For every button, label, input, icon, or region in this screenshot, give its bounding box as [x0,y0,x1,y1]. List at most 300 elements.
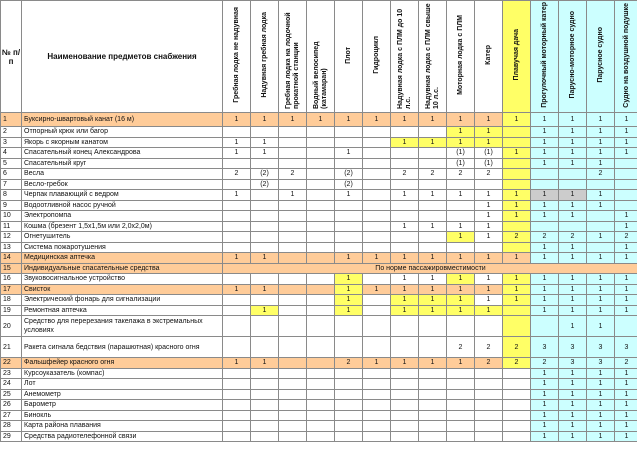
cell [307,368,335,379]
cell [279,284,307,295]
cell: 1 [475,295,503,306]
cell [419,316,447,337]
cell [335,242,363,253]
cell: 1 [251,358,279,369]
cell [531,316,559,337]
header-col-13: Парусно-моторное судно [559,1,587,113]
cell: 1 [587,284,615,295]
cell: 1 [475,200,503,211]
cell [307,211,335,222]
cell [363,179,391,190]
cell: 1 [223,358,251,369]
cell [363,148,391,159]
cell: 1 [475,113,503,127]
row-item-name: Черпак плавающий с ведром [22,190,223,201]
cell: 1 [615,274,637,285]
cell [279,305,307,316]
cell: 1 [531,295,559,306]
cell [307,410,335,421]
cell [223,305,251,316]
cell: 1 [531,200,559,211]
table-row [1,242,637,253]
cell: 2 [615,232,637,243]
row-item-name: Электропомпа [22,211,223,222]
cell [279,148,307,159]
row-number: 23 [1,368,22,379]
cell [419,421,447,432]
cell [363,211,391,222]
cell [279,221,307,232]
table-row [1,431,637,442]
cell [503,400,531,411]
row-item-name: Карта района плавания [22,421,223,432]
cell: 1 [251,148,279,159]
cell [447,316,475,337]
header-col-3: Гребная лодка на лодочной прокатной станции [279,1,307,113]
table-row [1,410,637,421]
cell: 1 [587,190,615,201]
cell [419,368,447,379]
cell [279,200,307,211]
cell [447,211,475,222]
cell [503,179,531,190]
cell: 1 [503,200,531,211]
cell [307,169,335,180]
row-item-name: Индивидуальные спасательные средства [22,263,223,274]
cell: 1 [335,284,363,295]
cell: 1 [587,305,615,316]
cell: (2) [251,169,279,180]
cell [307,358,335,369]
cell [335,158,363,169]
table-row [1,358,637,369]
cell [559,179,587,190]
cell [363,400,391,411]
cell [279,211,307,222]
cell [307,421,335,432]
table-row [1,263,637,274]
cell: 1 [587,158,615,169]
row-item-name: Спасательный конец Александрова [22,148,223,159]
cell [419,179,447,190]
cell: 1 [447,113,475,127]
cell: 2 [587,169,615,180]
cell: 1 [503,253,531,264]
cell: 1 [587,274,615,285]
cell: 2 [475,358,503,369]
cell: 1 [279,190,307,201]
cell: 1 [615,211,637,222]
cell: 1 [615,400,637,411]
cell [391,158,419,169]
cell: 1 [419,284,447,295]
cell: 1 [251,284,279,295]
cell [363,242,391,253]
cell [531,221,559,232]
cell [447,389,475,400]
cell [503,316,531,337]
cell [391,337,419,358]
cell [279,158,307,169]
cell [503,389,531,400]
cell [503,305,531,316]
row-number: 20 [1,316,22,337]
cell: 1 [615,284,637,295]
cell [391,410,419,421]
cell: 2 [503,358,531,369]
cell [251,158,279,169]
cell [363,368,391,379]
cell: 1 [335,113,363,127]
cell: 1 [419,295,447,306]
table-row [1,421,637,432]
cell: 1 [615,389,637,400]
cell: 2 [223,169,251,180]
cell [615,200,637,211]
cell [223,200,251,211]
cell [419,379,447,390]
cell [307,242,335,253]
cell: 1 [531,113,559,127]
cell [391,389,419,400]
cell [419,148,447,159]
row-number: 13 [1,242,22,253]
row-item-name: Барометр [22,400,223,411]
cell [307,200,335,211]
cell: 1 [587,253,615,264]
cell: 1 [531,368,559,379]
cell [335,410,363,421]
table-row [1,221,637,232]
table-row [1,379,637,390]
cell [587,211,615,222]
cell: 1 [503,148,531,159]
cell [307,137,335,148]
cell [615,190,637,201]
row-span-note: По норме пассажировместимости [223,263,637,274]
cell: 1 [475,137,503,148]
cell: 1 [391,190,419,201]
cell: 1 [587,400,615,411]
row-number: 11 [1,221,22,232]
cell: 1 [615,242,637,253]
cell [363,389,391,400]
row-item-name: Ремонтная аптечка [22,305,223,316]
header-col-6: Гидроцикл [363,1,391,113]
cell: 1 [251,305,279,316]
cell [223,421,251,432]
cell [503,421,531,432]
cell: 1 [615,410,637,421]
cell: 1 [223,148,251,159]
cell [363,431,391,442]
cell [251,295,279,306]
cell [503,169,531,180]
cell [531,169,559,180]
cell: 1 [559,158,587,169]
cell: 1 [447,253,475,264]
cell [475,410,503,421]
cell [615,316,637,337]
cell [279,431,307,442]
cell [223,274,251,285]
cell [251,274,279,285]
cell [279,295,307,306]
cell: 1 [531,190,559,201]
cell: 1 [615,421,637,432]
cell [279,232,307,243]
cell: 3 [559,358,587,369]
table-row [1,389,637,400]
cell: 1 [587,431,615,442]
cell: 1 [587,148,615,159]
cell [503,242,531,253]
cell: 1 [587,316,615,337]
cell [223,316,251,337]
cell: 1 [475,127,503,138]
cell [335,431,363,442]
cell [279,179,307,190]
row-number: 27 [1,410,22,421]
cell [223,221,251,232]
header-col-14: Парусное судно [587,1,615,113]
cell: 1 [447,127,475,138]
cell [447,200,475,211]
cell: 1 [419,113,447,127]
header-col-12: Прогулочный моторный катер [531,1,559,113]
cell: 1 [391,295,419,306]
cell: 1 [475,305,503,316]
table-row [1,158,637,169]
row-number: 5 [1,158,22,169]
cell: 1 [559,284,587,295]
cell: 1 [475,253,503,264]
row-item-name: Звуковосигнальное устройство [22,274,223,285]
cell: 1 [391,284,419,295]
cell [363,305,391,316]
cell [391,368,419,379]
cell: 1 [251,253,279,264]
cell [447,410,475,421]
cell: (2) [251,179,279,190]
row-item-name: Отпорный крюк или багор [22,127,223,138]
row-item-name: Фальшфейер красного огня [22,358,223,369]
cell: 1 [475,190,503,201]
cell: 1 [335,253,363,264]
cell [419,127,447,138]
table-row [1,368,637,379]
cell: 1 [223,284,251,295]
cell: 1 [559,431,587,442]
cell: 1 [419,305,447,316]
cell [419,211,447,222]
cell: 1 [447,358,475,369]
cell [391,232,419,243]
header-col-4: Водный велосипед (катамаран) [307,1,335,113]
cell [475,389,503,400]
row-number: 7 [1,179,22,190]
row-number: 24 [1,379,22,390]
cell: 2 [447,337,475,358]
cell [475,431,503,442]
cell [447,421,475,432]
cell: (1) [447,148,475,159]
table-row [1,295,637,306]
cell: 1 [587,127,615,138]
cell: 1 [251,113,279,127]
cell [307,232,335,243]
cell [363,127,391,138]
header-col-2: Надувная гребная лодка [251,1,279,113]
cell [279,389,307,400]
cell [279,400,307,411]
cell [279,379,307,390]
cell [251,232,279,243]
cell [419,232,447,243]
cell: 1 [559,410,587,421]
cell: 1 [475,221,503,232]
cell [475,316,503,337]
header-item-name: Наименование предметов снабжения [22,1,223,113]
cell [391,431,419,442]
row-number: 3 [1,137,22,148]
cell [223,379,251,390]
cell [363,158,391,169]
cell [223,242,251,253]
table-row [1,127,637,138]
cell: 1 [531,379,559,390]
row-item-name: Система пожаротушения [22,242,223,253]
cell: 1 [419,274,447,285]
cell: 1 [363,284,391,295]
cell: 1 [391,137,419,148]
cell [475,242,503,253]
cell: 1 [475,274,503,285]
cell: 1 [447,305,475,316]
cell [475,421,503,432]
cell: 1 [391,221,419,232]
cell [251,211,279,222]
cell: 2 [475,169,503,180]
cell [335,337,363,358]
cell: 1 [223,137,251,148]
cell [251,190,279,201]
cell: 1 [335,190,363,201]
row-number: 28 [1,421,22,432]
cell [363,316,391,337]
cell [615,158,637,169]
cell: 1 [335,274,363,285]
cell [587,179,615,190]
cell: 1 [559,148,587,159]
cell [251,368,279,379]
cell [335,400,363,411]
cell: 1 [531,148,559,159]
row-number: 21 [1,337,22,358]
cell [307,253,335,264]
cell: 1 [503,274,531,285]
cell: 1 [419,137,447,148]
cell [307,305,335,316]
cell [391,316,419,337]
cell [223,410,251,421]
cell [447,379,475,390]
cell: 1 [559,137,587,148]
row-item-name: Средство для перерезания такелажа в экстремальных условиях [22,316,223,337]
cell: 1 [503,190,531,201]
header-col-9: Моторная лодка с ПЛМ [447,1,475,113]
cell: 1 [559,368,587,379]
cell: 1 [587,295,615,306]
cell: 1 [391,358,419,369]
cell: 1 [531,410,559,421]
cell [279,337,307,358]
cell [223,179,251,190]
cell [279,368,307,379]
cell: 1 [447,274,475,285]
cell [335,232,363,243]
cell: 1 [447,221,475,232]
cell: 1 [615,148,637,159]
cell [307,158,335,169]
cell [251,316,279,337]
cell [587,242,615,253]
row-item-name: Якорь с якорным канатом [22,137,223,148]
cell [307,190,335,201]
cell: 1 [531,274,559,285]
row-number: 14 [1,253,22,264]
row-number: 12 [1,232,22,243]
row-item-name: Спасательный круг [22,158,223,169]
cell [503,368,531,379]
header-col-15: Судно на воздушной подушке [615,1,637,113]
cell [279,274,307,285]
cell: 2 [531,358,559,369]
cell [223,232,251,243]
cell: 1 [531,400,559,411]
cell [419,431,447,442]
cell [475,400,503,411]
cell [251,389,279,400]
row-number: 1 [1,113,22,127]
cell: 1 [559,127,587,138]
table-row [1,274,637,285]
cell: 1 [335,148,363,159]
cell [363,137,391,148]
cell: 1 [615,253,637,264]
cell [363,337,391,358]
cell: 1 [559,316,587,337]
cell [223,431,251,442]
row-item-name: Ракета сигнала бедствия (парашютная) красного огня [22,337,223,358]
cell: 1 [615,431,637,442]
cell: 1 [531,389,559,400]
cell: 1 [503,113,531,127]
cell [447,368,475,379]
row-item-name: Бинокль [22,410,223,421]
cell [223,389,251,400]
cell: 2 [615,358,637,369]
cell [307,221,335,232]
cell: (1) [475,148,503,159]
header-row [1,1,637,113]
cell: 1 [447,295,475,306]
row-number: 10 [1,211,22,222]
cell [419,337,447,358]
cell: 1 [587,113,615,127]
row-item-name: Анемометр [22,389,223,400]
cell: 1 [587,421,615,432]
